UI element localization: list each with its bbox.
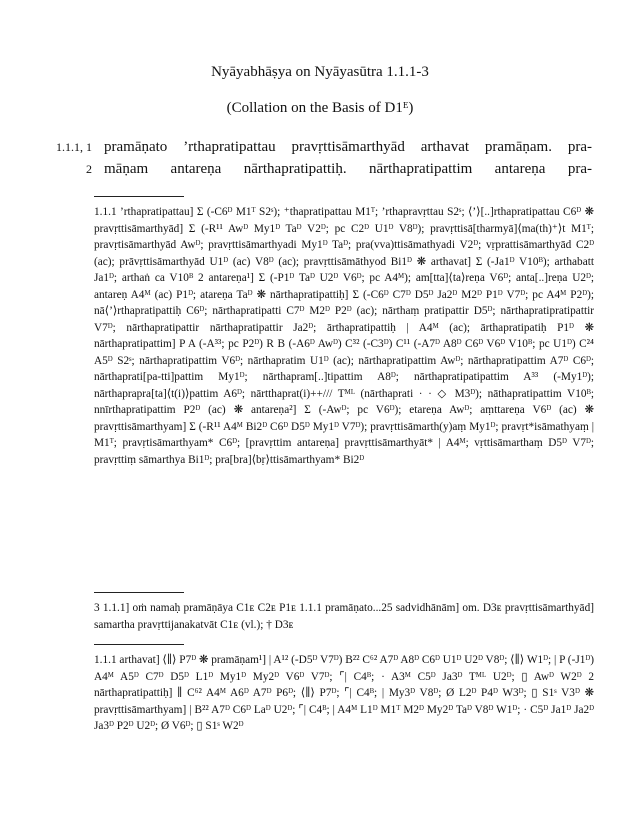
- footnote-rule: [94, 592, 184, 593]
- critical-apparatus: [94, 204, 594, 468]
- line-text: pramāṇato ’rthapratipattau pravṛttisāmarthyād arthavat pramāṇam. pra-: [104, 139, 592, 155]
- main-line: [22, 136, 592, 158]
- line-text: māṇam antareṇa nārthapratipattiḥ. nārthapratipattim antareṇa pra-: [104, 161, 592, 177]
- page-title: Nyāyabhāṣya on Nyāyasūtra 1.1.1-3: [211, 64, 429, 80]
- footnote-rule: [94, 196, 184, 197]
- punctuation-apparatus: [94, 652, 594, 735]
- line-number: 2: [86, 162, 92, 176]
- main-text: [22, 136, 592, 180]
- apparatus-text: 1.1.1 ’rthapratipattau] Σ (-C6ᴰ M1ᵀ S2ˢ); ⁺thapratipattau M1ᵀ; ’rthapravṛttau S2ˢ; ⟨’⟩[..]rthapratipattau C6ᴰ ❋ pravṛttisāmarthyād] Σ (-R¹¹ Awᴰ My1ᴰ Taᴰ V2ᴰ; pc C2ᴰ U1ᴰ V8ᴰ); pravṛttisā[tharmyā]⟨ma(th)⁺⟩t M1ᵀ; pravṛtisāmarthyād Awᴰ; pravṛttisāmarthyadi My1ᴰ Taᴰ; pra(vva)ttisāmathyadi V2ᴰ; vṛprattisāmarthyād C2ᴰ (ac); prāvṛttisāmarthyād U1ᴰ (ac) V8ᴰ (ac); pravṛttisāmāthyod Bi1ᴰ ❋ arthavat] Σ (-Ja1ᴰ V10ᴮ); arthabatt Ja1ᴰ; arthaṅ ca V10ᴮ 2 antareṇa¹] Σ (-P1ᴰ Taᴰ U2ᴰ V6ᴰ; pc A4ᴹ); am[tta]⟨ta⟩reṇa V6ᴰ; anta[..]reṇa U2ᴰ; antareṇ A4ᴹ (ac) P1ᴰ; atareṇa Taᴰ ❋ nārthapratipattiḥ] Σ (-C6ᴰ C7ᴰ D5ᴰ Ja2ᴰ M2ᴰ P1ᴰ V7ᴰ; pc A4ᴹ P2ᴰ); nā⟨’⟩rthapratipattiḥ C6ᴰ; nārthapratipatti C7ᴰ M2ᴰ P2ᴰ (ac); nārthaṃ pratipattir D5ᴰ; nārthapratipratipattir V7ᴰ; nārthapratipattir nārthapratipattir Ja2ᴰ; ārthapratipattiḥ | A4ᴹ (ac); ārthapratipatiḥ P1ᴰ ❋ nārthapratipattim] P A (-A³³; pc P2ᴰ) R B (-A6ᴰ Awᴰ) C³² (-C3ᴰ) C¹¹ (-A7ᴰ A8ᴰ C6ᴰ V6ᴰ V10ᴮ; pc U1ᴰ) C²⁴ A5ᴰ S2ˢ; nārthapratipattim V6ᴰ; nārthapratim U1ᴰ (ac); nārthapratipattim Awᴰ; nārthapratipattim A7ᴰ C6ᴰ; nārthaprati[pa-tti]pattim My1ᴰ; nārthapram[..]tipattim A8ᴰ; nārthapratipatipattim A³³ (-My1ᴰ); nārthaprapra[ta]⟨t(i)⟩pattim A6ᴰ; nārtthaprat(i)++/// Tᴹᴸ (nārthaprati · · ◇ M3ᴰ); nāthapratipattim V10ᴮ; nnīrthapratipattim P2ᴰ (ac) ❋ antareṇa²] Σ (-Awᴰ; pc V6ᴰ); etareṇa Awᴰ; aṃttareṇa V6ᴰ (ac) ❋ pravṛttisāmarthyam] Σ (-R¹¹ A4ᴹ Bi2ᴰ C6ᴰ D5ᴰ My1ᴰ V7ᴰ); pravṛttisāmarth(y)aṃ My1ᴰ; pravṛt*isāmathyaṃ | M1ᵀ; pravṛtisāmarthyam* C6ᴰ; [pravṛttim antareṇa] pravṛttisāmarthyāt* | A4ᴹ; vṛttisāmarthaṃ D5ᴰ V7ᴰ; pravṛttiṃ sāmarthya Bi1ᴰ; pra[bra]⟨bṛ⟩ttisāmarthyam* Bi2ᴰ: [94, 206, 594, 466]
- testimonia-apparatus: [94, 600, 594, 633]
- footnote-rule: [94, 644, 184, 645]
- line-number: 1.1.1, 1: [56, 140, 92, 154]
- page-subtitle: (Collation on the Basis of D1ᴱ): [226, 100, 414, 116]
- apparatus-text: 3 1.1.1] oṁ namaḥ pramāṇāya C1ᴇ C2ᴇ P1ᴇ 1.1.1 pramāṇato...25 sadvidhānām] om. D3ᴇ pravṛttisāmarthyād] samartha pravṛttijanakatvāt C1ᴇ (vl.); † D3ᴇ: [94, 602, 594, 631]
- main-line: [22, 158, 592, 180]
- apparatus-text: 1.1.1 arthavat] ⟨∥⟩ P7ᴰ ❋ pramāṇam¹] | A¹² (-D5ᴰ V7ᴰ) B²² C⁶² A7ᴰ A8ᴰ C6ᴰ U1ᴰ U2ᴰ V8ᴰ; ⟨∥⟩ W1ᴰ; | P (-J1ᴰ) A4ᴹ A5ᴰ C7ᴰ D5ᴰ L1ᴰ My1ᴰ My2ᴰ V6ᴰ V7ᴰ; ⌜| C4ᴮ; · A3ᴹ C5ᴰ Ja3ᴰ Tᴹᴸ U2ᴰ; ▯ Awᴰ W2ᴰ 2 nārthapratipattiḥ] ∥ C⁶² A4ᴹ A6ᴰ A7ᴰ P6ᴰ; ⟨∥⟩ P7ᴰ; ⌜| C4ᴮ; | My3ᴰ V8ᴰ; Ø L2ᴰ P4ᴰ W3ᴰ; ▯ S1ˢ V3ᴰ ❋ pravṛttisāmarthyam] | B²² A7ᴰ C6ᴰ Laᴰ U2ᴰ; ⌜| C4ᴮ; | A4ᴹ L1ᴰ M1ᵀ M2ᴰ My2ᴰ Taᴰ V8ᴰ W1ᴰ; · C5ᴰ Ja1ᴰ Ja2ᴰ Ja3ᴰ P2ᴰ U2ᴰ; Ø V6ᴰ; ▯ S1ˢ W2ᴰ: [94, 654, 594, 732]
